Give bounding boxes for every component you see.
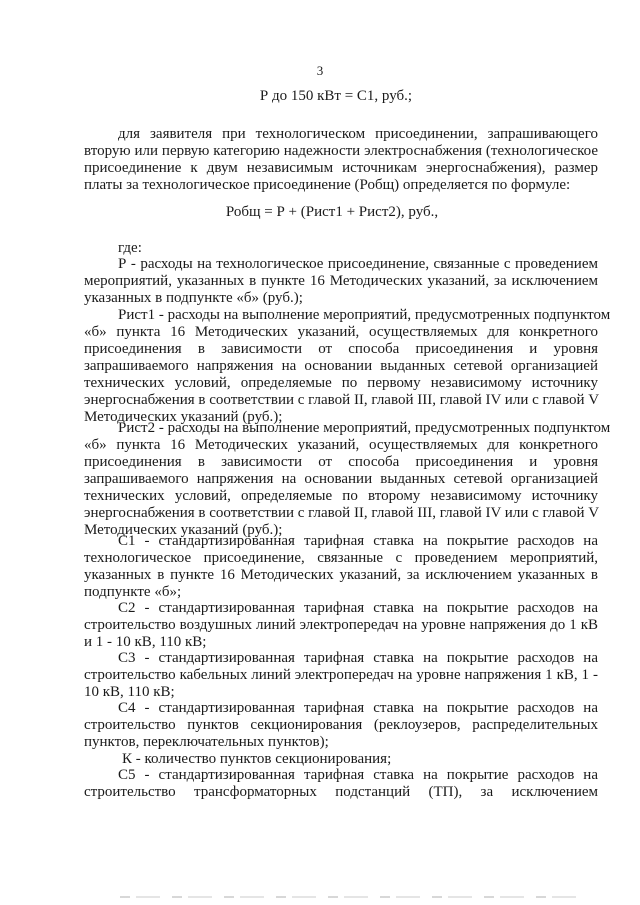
paragraph-applicant (84, 126, 598, 194)
text-line: платы за технологическое присоединение (Робщ) определяется по формуле: (84, 177, 571, 193)
text-line: Рист2 - расходы на выполнение мероприятий, предусмотренных подпунктом (118, 420, 611, 436)
text-line: Методических указаний (руб.); (84, 522, 283, 538)
text-line: «б» пункта 16 Методических указаний, осуществляемых для конкретного (84, 324, 598, 340)
definition-p (84, 256, 598, 307)
text-line: Методических указаний (руб.); (84, 409, 283, 425)
text-line: строительство воздушных линий электропередач на уровне напряжения до 1 кВ (84, 617, 598, 633)
text-line: присоединения в зависимости от способа присоединения и уровня (84, 454, 598, 470)
text-line: указанных в подпункте «б» (руб.); (84, 290, 303, 306)
text-line: С2 - стандартизированная тарифная ставка на покрытие расходов на (118, 600, 598, 616)
text-line: строительство трансформаторных подстанций (ТП), за исключением (84, 784, 598, 800)
text-line: Рист1 - расходы на выполнение мероприятий, предусмотренных подпунктом (118, 307, 611, 323)
text-line: технологическое присоединение, связанные с проведением мероприятий, (84, 550, 598, 566)
definition-rist2 (84, 420, 611, 539)
text-line: указанных в пункте 16 Методических указаний, за исключением указанных в (84, 567, 598, 583)
text-line: присоединения в зависимости от способа присоединения и уровня (84, 341, 598, 357)
definition-k (84, 751, 598, 768)
text-line: 10 кВ, 110 кВ; (84, 684, 175, 700)
text-line: строительство кабельных линий электропередач на уровне напряжения 1 кВ, 1 - (84, 667, 598, 683)
text-line: Р - расходы на технологическое присоединение, связанные с проведением (118, 256, 598, 272)
definition-c3 (84, 650, 598, 701)
formula-p-up-to-150kw: Р до 150 кВт = С1, руб.; (259, 88, 413, 104)
scan-artifact (120, 896, 580, 898)
text-line: С5 - стандартизированная тарифная ставка на покрытие расходов на (118, 767, 598, 783)
definition-c5 (84, 767, 598, 801)
definition-c4 (84, 700, 598, 751)
text-line: энергоснабжения в соответствии с главой II, главой III, главой IV или с главой V (84, 505, 600, 521)
text-line: для заявителя при технологическом присоединении, запрашивающего (118, 126, 598, 142)
text-line: энергоснабжения в соответствии с главой II, главой III, главой IV или с главой V (84, 392, 600, 408)
text-line: строительство пунктов секционирования (реклоузеров, распределительных (84, 717, 598, 733)
text-line: присоединение к двум независимым источникам энергоснабжения), размер (84, 160, 598, 176)
text-line: запрашиваемого напряжения на основании выданных сетевой организацией (84, 358, 598, 374)
text-line: технических условий, определяемые по первому независимому источнику (84, 375, 598, 391)
definition-c2 (84, 600, 598, 651)
definition-rist1 (84, 307, 611, 426)
text-line: технических условий, определяемые по второму независимому источнику (84, 488, 598, 504)
page-number: 3 (316, 63, 324, 78)
text-line: вторую или первую категорию надежности электроснабжения (технологическое (84, 143, 598, 159)
text-line: запрашиваемого напряжения на основании выданных сетевой организацией (84, 471, 598, 487)
text-line: С4 - стандартизированная тарифная ставка на покрытие расходов на (118, 700, 598, 716)
definition-c1 (84, 533, 598, 601)
text-line: К - количество пунктов секционирования; (122, 751, 392, 767)
text-line: и 1 - 10 кВ, 110 кВ; (84, 634, 207, 650)
text-line: С1 - стандартизированная тарифная ставка на покрытие расходов на (118, 533, 598, 549)
text-line: подпункте «б»; (84, 584, 182, 600)
text-line: С3 - стандартизированная тарифная ставка на покрытие расходов на (118, 650, 598, 666)
where-label: где: (118, 240, 142, 256)
formula-total-payment: Робщ = Р + (Рист1 + Рист2), руб., (225, 204, 439, 220)
text-line: пунктов, переключательных пунктов); (84, 734, 329, 750)
text-line: мероприятий, указанных в пункте 16 Методических указаний, за исключением (84, 273, 598, 289)
text-line: «б» пункта 16 Методических указаний, осуществляемых для конкретного (84, 437, 598, 453)
